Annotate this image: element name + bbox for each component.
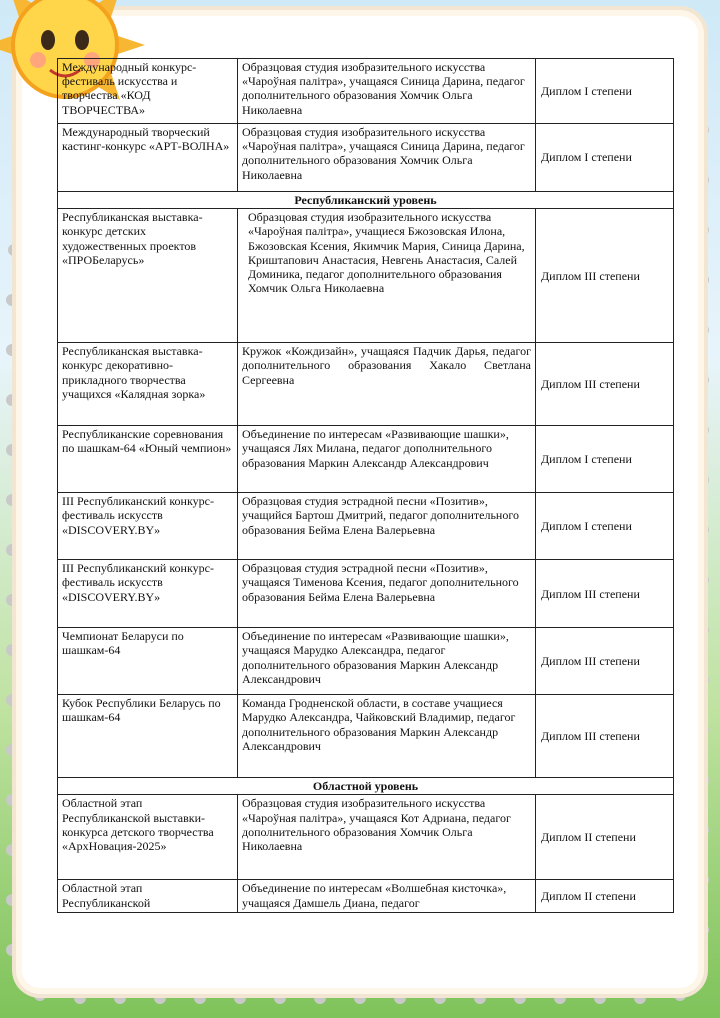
award-cell: Диплом III степени [536,695,674,778]
section-title-republic: Республиканский уровень [58,192,674,209]
participants-cell: Кружок «Кождизайн», учащаяся Падчик Дарья, педагог дополнительного образования Хакало Светлана Сергеевна [238,343,536,426]
award-cell: Диплом I степени [536,124,674,192]
event-cell: Чемпионат Беларуси по шашкам-64 [58,628,238,695]
section-header [58,778,674,795]
event-cell: Областной этап Республиканской [58,880,238,913]
event-cell: III Республиканский конкурс-фестиваль искусств «DISCOVERY.BY» [58,560,238,628]
award-cell: Диплом III степени [536,628,674,695]
table-row [58,209,674,343]
table-row [58,426,674,493]
table-row [58,628,674,695]
table-row [58,493,674,560]
table-row [58,795,674,880]
event-cell: III Республиканский конкурс-фестиваль искусств «DISCOVERY.BY» [58,493,238,560]
awards-page [57,58,673,913]
section-title-region: Областной уровень [58,778,674,795]
event-cell: Республиканская выставка-конкурс декоративно-прикладного творчества учащихся «Калядная зорка» [58,343,238,426]
table-row [58,343,674,426]
award-cell: Диплом III степени [536,560,674,628]
award-cell: Диплом I степени [536,426,674,493]
event-cell: Областной этап Республиканской выставки-конкурса детского творчества «АрхНовация-2025» [58,795,238,880]
participants-cell: Объединение по интересам «Волшебная кисточка», учащаяся Дамшель Диана, педагог [238,880,536,913]
awards-table [57,58,674,913]
award-cell: Диплом II степени [536,880,674,913]
table-row [58,59,674,124]
participants-cell: Образцовая студия эстрадной песни «Позитив», учащаяся Тименова Ксения, педагог дополнительного образования Бейма Елена Валерьевна [238,560,536,628]
event-cell: Международный творческий кастинг-конкурс «АРТ-ВОЛНА» [58,124,238,192]
participants-cell: Образцовая студия изобразительного искусства «Чароўная палітра», учащаяся Синица Дарина, педагог дополнительного образования Хомчик Ольга Николаевна [238,124,536,192]
table-row [58,695,674,778]
participants-cell: Объединение по интересам «Развивающие шашки», учащаяся Лях Милана, педагог дополнительного образования Маркин Александр Александрович [238,426,536,493]
event-cell: Республиканская выставка-конкурс детских художественных проектов «ПРОБеларусь» [58,209,238,343]
section-header [58,192,674,209]
participants-cell: Образцовая студия изобразительного искусства «Чароўная палітра», учащаяся Кот Адриана, педагог дополнительного образования Хомчик Ольга Николаевна [238,795,536,880]
event-cell: Кубок Республики Беларусь по шашкам-64 [58,695,238,778]
participants-cell: Образцовая студия эстрадной песни «Позитив», учащийся Бартош Дмитрий, педагог дополнительного образования Бейма Елена Валерьевна [238,493,536,560]
event-cell: Республиканские соревнования по шашкам-64 «Юный чемпион» [58,426,238,493]
award-cell: Диплом II степени [536,795,674,880]
award-cell: Диплом I степени [536,493,674,560]
participants-cell: Образцовая студия изобразительного искусства «Чароўная палітра», учащаяся Синица Дарина, педагог дополнительного образования Хомчик Ольга Николаевна [238,59,536,124]
award-cell: Диплом III степени [536,343,674,426]
table-row [58,880,674,913]
participants-cell: Образцовая студия изобразительного искусства «Чароўная палітра», учащиеся Бжозовская Илона, Бжозовская Ксения, Якимчик Мария, Синица Дарина, Криштапович Анастасия, Невгень Анастасия, Салей Доминика, педагог дополнительного образования Хомчик Ольга Николаевна [238,209,536,343]
table-row [58,124,674,192]
award-cell: Диплом I степени [536,59,674,124]
award-cell: Диплом III степени [536,209,674,343]
table-row [58,560,674,628]
event-cell: Международный конкурс-фестиваль искусства и творчества «КОД ТВОРЧЕСТВА» [58,59,238,124]
participants-cell: Объединение по интересам «Развивающие шашки», учащаяся Марудко Александра, педагог дополнительного образования Маркин Александр Александрович [238,628,536,695]
participants-cell: Команда Гродненской области, в составе учащиеся Марудко Александра, Чайковский Владимир, педагог дополнительного образования Маркин Александр Александрович [238,695,536,778]
